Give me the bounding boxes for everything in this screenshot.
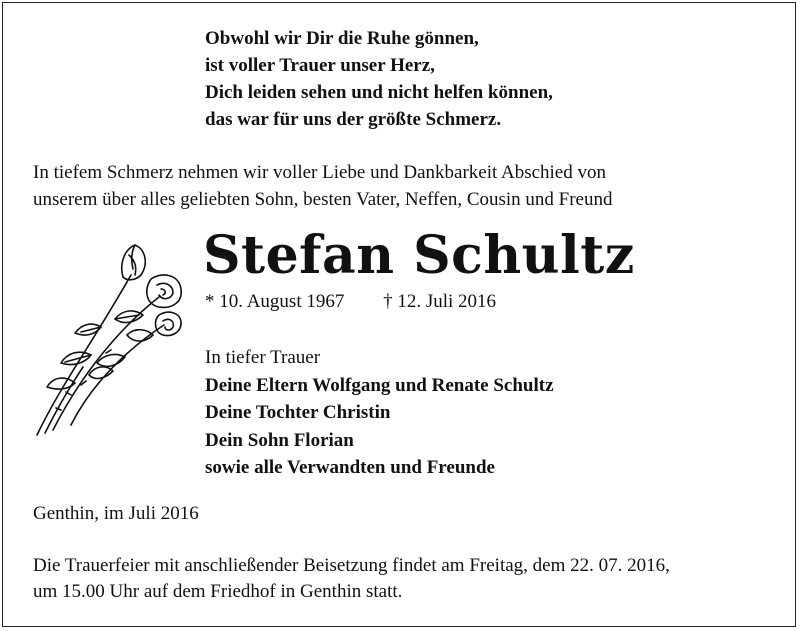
- birth-date: * 10. August 1967: [205, 291, 345, 312]
- funeral-info: [33, 553, 670, 605]
- roses-illustration-icon: [31, 235, 191, 445]
- poem-line: Obwohl wir Dir die Ruhe gönnen,: [205, 28, 479, 49]
- obituary-notice: [2, 2, 796, 627]
- mourner-line: Deine Tochter Christin: [205, 402, 391, 423]
- mourners-heading: In tiefer Trauer: [205, 347, 321, 368]
- intro-text: [33, 159, 613, 213]
- funeral-line: um 15.00 Uhr auf dem Friedhof in Genthin statt.: [33, 581, 403, 602]
- life-dates: [205, 291, 496, 313]
- mourner-line: sowie alle Verwandten und Freunde: [205, 457, 495, 478]
- poem-line: das war für uns der größte Schmerz.: [205, 109, 502, 130]
- mourner-line: Dein Sohn Florian: [205, 429, 354, 451]
- poem: [205, 25, 553, 133]
- poem-line: Dich leiden sehen und nicht helfen können,: [205, 82, 553, 103]
- intro-line: In tiefem Schmerz nehmen wir voller Liebe und Dankbarkeit Abschied von: [33, 162, 606, 183]
- mourner-line: Deine Eltern Wolfgang und Renate Schultz: [205, 374, 554, 396]
- place-date: Genthin, im Juli 2016: [33, 503, 199, 524]
- deceased-name: Stefan Schultz: [203, 225, 635, 286]
- death-date: † 12. Juli 2016: [383, 291, 497, 312]
- poem-line: ist voller Trauer unser Herz,: [205, 55, 435, 76]
- intro-line: unserem über alles geliebten Sohn, besten Vater, Neffen, Cousin und Freund: [33, 189, 613, 210]
- mourners-block: [205, 344, 554, 482]
- funeral-line: Die Trauerfeier mit anschließender Beisetzung findet am Freitag, dem 22. 07. 2016,: [33, 555, 670, 576]
